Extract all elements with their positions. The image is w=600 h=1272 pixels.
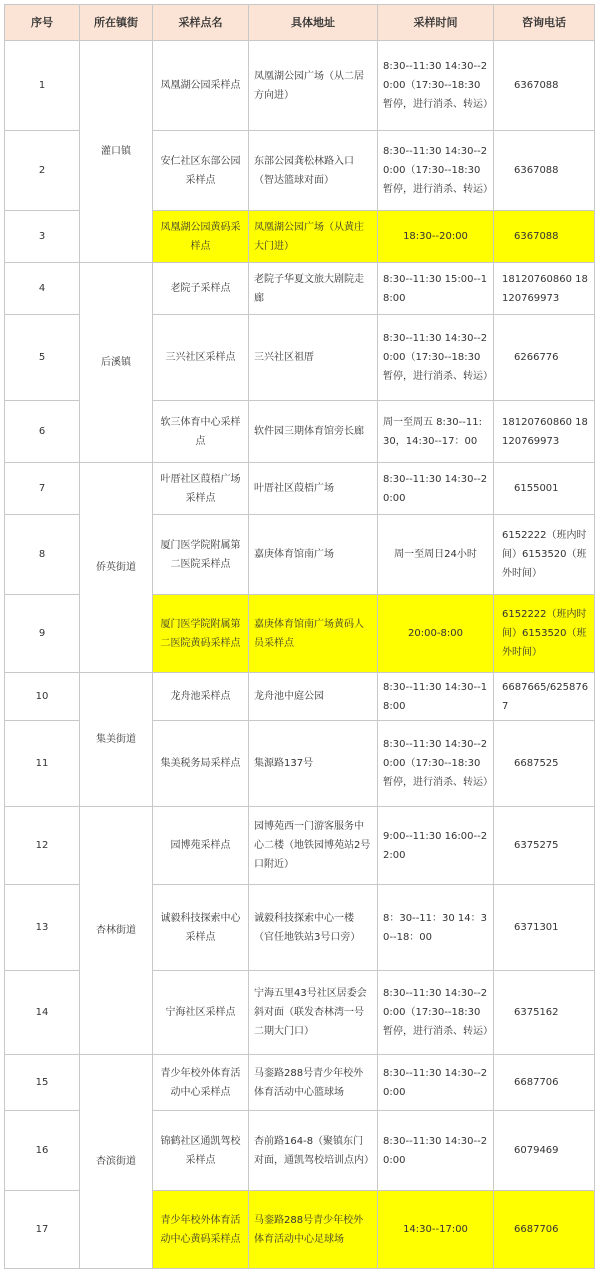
address-cell: 马銮路288号青少年校外体育活动中心足球场 [249,1191,378,1269]
site-name-cell: 软三体育中心采样点 [153,401,249,463]
table-row [5,807,595,885]
sampling-time-cell: 20:00-8:00 [378,595,494,673]
phone-cell: 6375162 [494,971,595,1055]
address-cell: 园博苑西一门游客服务中心二楼（地铁园博苑站2号口附近） [249,807,378,885]
site-name-cell: 厦门医学院附属第二医院采样点 [153,515,249,595]
site-name-cell: 凤凰湖公园黄码采样点 [153,211,249,263]
address-cell: 软件园三期体育馆旁长廊 [249,401,378,463]
site-name-cell: 青少年校外体育活动中心黄码采样点 [153,1191,249,1269]
row-number-cell: 13 [5,885,80,971]
row-number-cell: 17 [5,1191,80,1269]
town-cell: 集美街道 [80,673,153,807]
site-name-cell: 三兴社区采样点 [153,315,249,401]
row-number-cell: 14 [5,971,80,1055]
phone-cell: 18120760860 18120769973 [494,401,595,463]
table-row [5,1055,595,1111]
sampling-time-cell: 8：30--11：30 14：30--18：00 [378,885,494,971]
address-cell: 嘉庚体育馆南广场 [249,515,378,595]
site-name-cell: 龙舟池采样点 [153,673,249,721]
site-name-cell: 宁海社区采样点 [153,971,249,1055]
address-cell: 龙舟池中庭公园 [249,673,378,721]
row-number-cell: 1 [5,41,80,131]
row-number-cell: 7 [5,463,80,515]
sampling-time-cell: 8:30--11:30 14:30--20:00 [378,1111,494,1191]
header-town: 所在镇街 [80,5,153,41]
sampling-time-cell: 9:00--11:30 16:00--22:00 [378,807,494,885]
site-name-cell: 厦门医学院附属第二医院黄码采样点 [153,595,249,673]
sampling-time-cell: 周一至周日24小时 [378,515,494,595]
site-name-cell: 诚毅科技探索中心采样点 [153,885,249,971]
row-number-cell: 11 [5,721,80,807]
address-cell: 凤凰湖公园广场（从二居方向进） [249,41,378,131]
sampling-time-cell: 8:30--11:30 14:30--20:00（17:30--18:30暂停，进行消杀、转运） [378,131,494,211]
header-address: 具体地址 [249,5,378,41]
header-number: 序号 [5,5,80,41]
address-cell: 老院子华夏文旅大剧院走廊 [249,263,378,315]
row-number-cell: 8 [5,515,80,595]
town-cell: 侨英街道 [80,463,153,673]
sampling-time-cell: 周一至周五 8:30--11:30，14:30--17：00 [378,401,494,463]
phone-cell: 6687525 [494,721,595,807]
site-name-cell: 青少年校外体育活动中心采样点 [153,1055,249,1111]
site-name-cell: 凤凰湖公园采样点 [153,41,249,131]
phone-cell: 6371301 [494,885,595,971]
sampling-time-cell: 8:30--11:30 14:30--20:00（17:30--18:30暂停，进行消杀、转运） [378,971,494,1055]
table-row [5,263,595,315]
row-number-cell: 5 [5,315,80,401]
phone-cell: 6266776 [494,315,595,401]
sampling-sites-table [4,4,595,1269]
address-cell: 东部公园龚松林路入口（智达篮球对面） [249,131,378,211]
table-row [5,41,595,131]
phone-cell: 18120760860 18120769973 [494,263,595,315]
address-cell: 凤凰湖公园广场（从黄庄大门进） [249,211,378,263]
sampling-time-cell: 18:30--20:00 [378,211,494,263]
town-cell: 杏林街道 [80,807,153,1055]
sampling-sites-table-container [4,4,595,1269]
row-number-cell: 12 [5,807,80,885]
row-number-cell: 6 [5,401,80,463]
sampling-time-cell: 8:30--11:30 14:30--20:00（17:30--18:30暂停，进行消杀、转运） [378,721,494,807]
row-number-cell: 4 [5,263,80,315]
phone-cell: 6152222（班内时间）6153520（班外时间） [494,515,595,595]
row-number-cell: 9 [5,595,80,673]
site-name-cell: 叶厝社区葭梧广场采样点 [153,463,249,515]
phone-cell: 6367088 [494,41,595,131]
phone-cell: 6687665/6258767 [494,673,595,721]
site-name-cell: 安仁社区东部公园采样点 [153,131,249,211]
site-name-cell: 锦鹤社区通凯驾校采样点 [153,1111,249,1191]
phone-cell: 6367088 [494,211,595,263]
address-cell: 嘉庚体育馆南广场黄码人员采样点 [249,595,378,673]
sampling-time-cell: 8:30--11:30 14:30--20:00 [378,463,494,515]
town-cell: 杏滨街道 [80,1055,153,1269]
sampling-time-cell: 8:30--11:30 14:30--20:00 [378,1055,494,1111]
sampling-time-cell: 14:30--17:00 [378,1191,494,1269]
site-name-cell: 园博苑采样点 [153,807,249,885]
address-cell: 集源路137号 [249,721,378,807]
phone-cell: 6155001 [494,463,595,515]
table-row [5,463,595,515]
address-cell: 宁海五里43号社区居委会斜对面（联发杏林湾一号二期大门口） [249,971,378,1055]
row-number-cell: 2 [5,131,80,211]
table-header-row [5,5,595,41]
phone-cell: 6079469 [494,1111,595,1191]
table-body [5,41,595,1269]
phone-cell: 6152222（班内时间）6153520（班外时间） [494,595,595,673]
row-number-cell: 3 [5,211,80,263]
phone-cell: 6687706 [494,1055,595,1111]
address-cell: 三兴社区祖厝 [249,315,378,401]
header-phone: 咨询电话 [494,5,595,41]
row-number-cell: 16 [5,1111,80,1191]
sampling-time-cell: 8:30--11:30 14:30--18:00 [378,673,494,721]
phone-cell: 6687706 [494,1191,595,1269]
phone-cell: 6367088 [494,131,595,211]
address-cell: 马銮路288号青少年校外体育活动中心篮球场 [249,1055,378,1111]
town-cell: 灌口镇 [80,41,153,263]
sampling-time-cell: 8:30--11:30 14:30--20:00（17:30--18:30暂停，进行消杀、转运） [378,315,494,401]
sampling-time-cell: 8:30--11:30 15:00--18:00 [378,263,494,315]
address-cell: 诚毅科技探索中心一楼（官任地铁站3号口旁） [249,885,378,971]
address-cell: 叶厝社区葭梧广场 [249,463,378,515]
phone-cell: 6375275 [494,807,595,885]
sampling-time-cell: 8:30--11:30 14:30--20:00（17:30--18:30暂停，进行消杀、转运） [378,41,494,131]
row-number-cell: 15 [5,1055,80,1111]
header-site-name: 采样点名 [153,5,249,41]
town-cell: 后溪镇 [80,263,153,463]
header-sampling-time: 采样时间 [378,5,494,41]
site-name-cell: 老院子采样点 [153,263,249,315]
table-row [5,673,595,721]
site-name-cell: 集美税务局采样点 [153,721,249,807]
row-number-cell: 10 [5,673,80,721]
address-cell: 杏前路164-8（聚镇东门对面，通凯驾校培训点内） [249,1111,378,1191]
